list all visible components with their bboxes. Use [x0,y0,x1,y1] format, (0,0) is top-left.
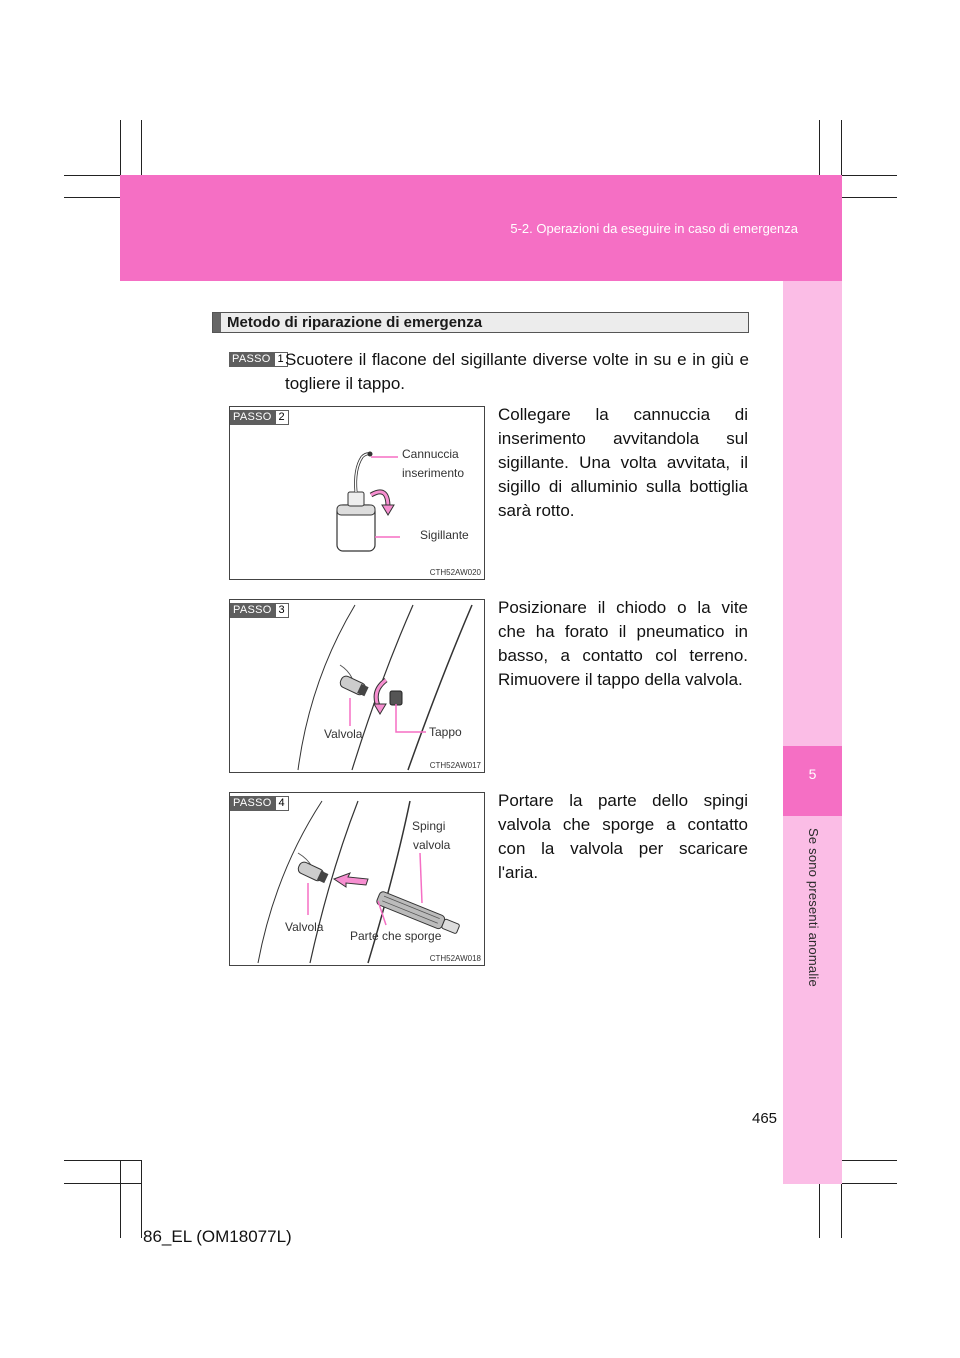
step-1-text: Scuotere il flacone del sigillante diverse volte in su e in giù e togliere il tappo. [285,350,749,393]
label-spingi: Spingi [412,819,446,833]
crop-mark [141,1160,142,1238]
step-4-figure [229,792,485,966]
step-3-text: Posizionare il chiodo o la vite che ha forato il pneumatico in basso, a contatto col terreno. Rimuovere il tappo della valvola. [498,598,748,689]
step-4-text: Portare la parte dello spingi valvola che sporge a contatto con la valvola per scaricare l'aria. [498,791,748,882]
section-title: Metodo di riparazione di emergenza [227,314,483,331]
label-parte-che-sporge: Parte che sporge [350,929,442,943]
step-2-figure [229,406,485,580]
chapter-number: 5 [808,766,817,782]
section-heading-bar [213,313,221,332]
label-inserimento: inserimento [402,466,465,480]
label-cannuccia: Cannuccia [402,447,459,461]
step-badge-3: PASSO 3 [230,603,289,618]
label-sigillante: Sigillante [420,528,469,542]
breadcrumb: 5-2. Operazioni da eseguire in caso di emergenza [510,221,798,236]
label-valvola-pusher: valvola [413,838,451,852]
step-badge-4: PASSO 4 [230,796,289,811]
chapter-title: Se sono presenti anomalie [806,828,821,987]
crop-mark [64,1160,142,1161]
crop-mark [120,1160,121,1238]
document-code: 86_EL (OM18077L) [143,1227,292,1246]
step-3-figure [229,599,485,773]
label-valvola: Valvola [285,920,324,934]
figure-code: CTH52AW018 [429,954,481,963]
step-badge-1: PASSO 1 [229,352,288,367]
crop-mark [64,1183,142,1184]
step-badge-2: PASSO 2 [230,410,289,425]
figure-code: CTH52AW020 [429,568,481,577]
label-tappo: Tappo [429,725,462,739]
valve-cap-illustration [230,600,484,772]
section-heading [212,312,749,333]
label-valvola: Valvola [324,727,363,741]
page-number: 465 [752,1110,778,1127]
chapter-sidebar [783,281,842,1184]
step-2-text: Collegare la cannuccia di inserimento avvitandola sul sigillante. Una volta avvitata, il sigillo di alluminio sulla bottiglia sarà rotto. [498,405,748,520]
figure-code: CTH52AW017 [429,761,481,770]
sealant-bottle-illustration [230,407,484,579]
